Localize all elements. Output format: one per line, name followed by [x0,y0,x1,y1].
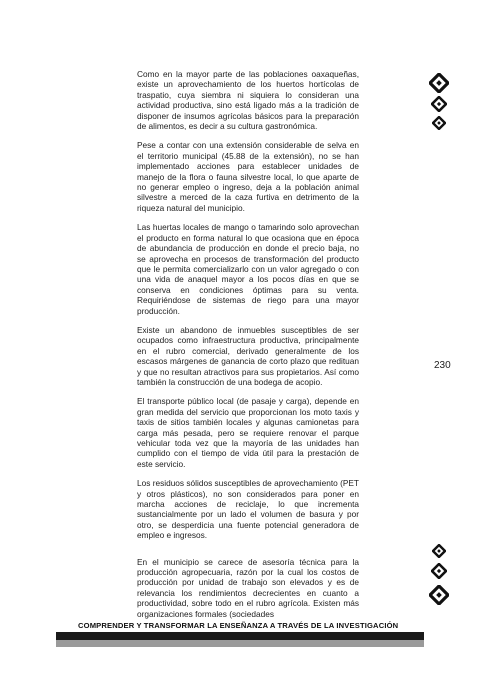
diamond-ornament-icon [431,96,447,112]
diamond-ornament-icon [431,563,447,579]
footer-title: COMPRENDER Y TRANSFORMAR LA ENSEÑANZA A TRAVÉS DE LA INVESTIGACIÓN [78,621,399,630]
diamond-ornament-icon [429,585,449,605]
footer-bar [56,632,424,640]
diamond-ornament-icon [429,73,449,93]
paragraph-1: Como en la mayor parte de las poblaciones oaxaqueñas, existe un aprovechamiento de los huertos hortícolas de traspatio, cuya siembra ni siquiera lo consideran una actividad productiva, sino está ligado más a la tradición de disponer de insumos agrícolas básicos para la preparación de alimentos, es decir a su cultura gastronómica. [137,69,359,132]
paragraph-5: El transporte público local (de pasaje y carga), depende en gran medida del servicio que proporcionan los moto taxis y taxis de sitios también locales y algunas camionetas para carga más pesada, pero se requiere renovar el parque vehicular toda vez que la mayoría de las unidades han cumplido con el tiempo de vida útil para la prestación de este servicio. [137,396,359,469]
diamond-ornament-icon [432,116,446,130]
paragraph-2: Pese a contar con una extensión considerable de selva en el territorio municipal (45.88 de la extensión), no se han implementado acciones para establecer unidades de manejo de la flora o fauna silvestre local, lo que aparte de no generar empleo o ingreso, deja a la población animal silvestre a merced de la caza furtiva en detrimento de la riqueza natural del municipio. [137,140,359,213]
paragraph-3: Las huertas locales de mango o tamarindo solo aprovechan el producto en forma natural lo que ocasiona que en época de abundancia de producción en donde el precio baja, no se aprovecha en procesos de transformación del producto que le permita comercializarlo con un valor agregado o con una vida de anaquel mayor a los pocos días en que se conserva en condiciones óptimas para su venta. Requiriéndose de sistemas de riego para una mayor producción. [137,222,359,316]
paragraph-6: Los residuos sólidos susceptibles de aprovechamiento (PET y otros plásticos), no son considerados para poner en marcha acciones de reciclaje, lo que incrementa sustancialmente por un lado el volumen de basura y por otro, se desperdicia una fuente potencial generadora de empleo e ingresos. [137,478,359,541]
page-number: 230 [434,360,451,371]
footer-shadow [56,640,424,647]
paragraph-4: Existe un abandono de inmuebles susceptibles de ser ocupados como infraestructura productiva, principalmente en el rubro comercial, derivado generalmente de los escasos márgenes de ganancia de corto plazo que redituan y que no resultan atractivos para sus propietarios. Así como también la construcción de una bodega de acopio. [137,324,359,387]
paragraph-7: En el municipio se carece de asesoría técnica para la producción agropecuaria, razón por la cual los costos de producción por unidad de trabajo son elevados y es de relevancia los rendimientos decrecientes en cuanto a productividad, sobre todo en el rubro agrícola. Existen más organizaciones formales (sociedades [137,556,359,619]
body-text-column [137,69,359,628]
diamond-ornament-icon [432,544,446,558]
